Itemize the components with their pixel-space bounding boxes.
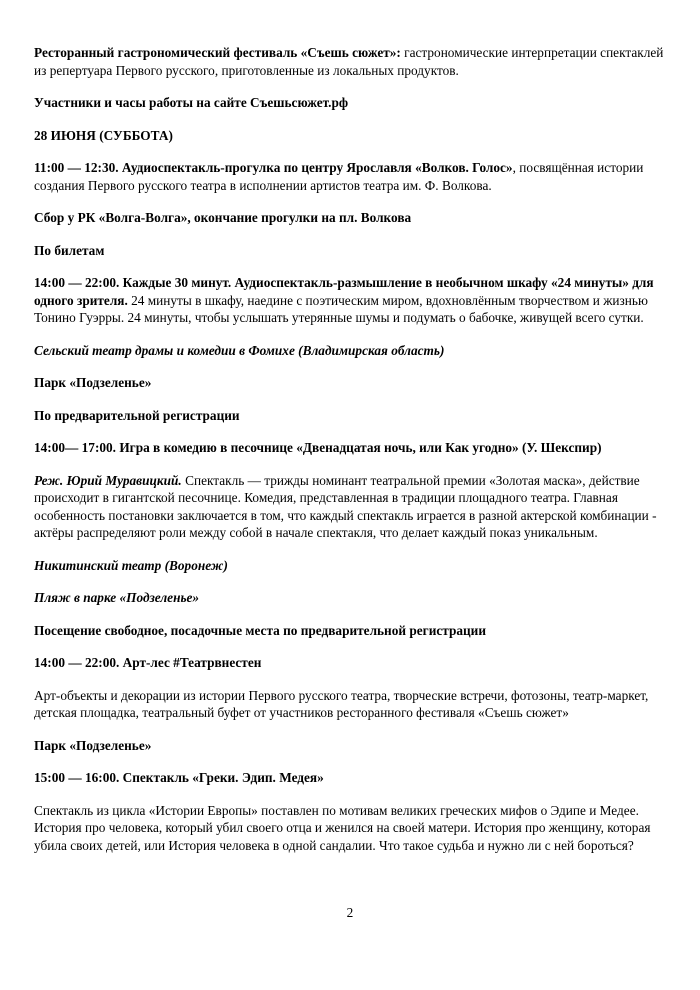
fomikha-theatre-line: Сельский театр драмы и комедии в Фомихе (Владимирская область) — [34, 342, 445, 358]
page-number: 2 — [346, 905, 354, 920]
audio-walk-paragraph — [34, 159, 670, 194]
beach-line: Пляж в парке «Подзеленье» — [34, 590, 200, 605]
sandbox-text: Спектакль — трижды номинант театральной премии «Золотая маска», действие происходит в гигантской песочнице. Комедия, представленная в традиции площадного театра. Главная особенность постановки заключается в том, что каждый спектакль играется в разной актерской комбинации - актёры распределяют роли между собой в начале спектакля, что делает каждый показ уникальным. — [34, 472, 657, 540]
document-page — [34, 44, 670, 869]
sandbox-director: Реж. Юрий Муравицкий. — [34, 472, 182, 488]
date-heading: 28 ИЮНЯ (СУББОТА) — [34, 127, 173, 143]
gathering-line: Сбор у РК «Волга-Волга», окончание прогулки на пл. Волкова — [34, 210, 412, 225]
wardrobe-paragraph — [34, 274, 670, 327]
tickets-line: По билетам — [34, 242, 105, 258]
greeks-title: 15:00 — 16:00. Спектакль «Греки. Эдип. Медея» — [34, 770, 324, 785]
intro-paragraph — [34, 44, 670, 79]
park-line-2: Парк «Подзеленье» — [34, 737, 152, 753]
greeks-text: Спектакль из цикла «Истории Европы» поставлен по мотивам великих греческих мифов о Эдипе и Медее. История про человека, который убил своего отца и женился на своей матери. История про женщину, которая убила своих детей, или История человека в одной сандалии. Что такое судьба и нужно ли с ней бороться? — [34, 802, 651, 853]
registration-line: По предварительной регистрации — [34, 407, 240, 423]
audio-walk-title: 11:00 — 12:30. Аудиоспектакль-прогулка по центру Ярославля «Волков. Голос» — [34, 160, 513, 175]
wardrobe-text: 24 минуты в шкафу, наедине с поэтическим миром, вдохновлённым творчеством и жизнью Тонино Гуэрры. 24 минуты, чтобы услышать утерянные шумы и подумать о бабочке, живущей всего сутки. — [34, 292, 648, 325]
sandbox-paragraph — [34, 472, 670, 542]
participants-line: Участники и часы работы на сайте Съешьсюжет.рф — [34, 95, 349, 110]
park-line-1: Парк «Подзеленье» — [34, 375, 152, 390]
nikitinsky-line: Никитинский театр (Воронеж) — [34, 557, 228, 573]
wardrobe-title: 14:00 — 22:00. Каждые 30 минут. Аудиоспектакль-размышление в необычном шкафу «24 минуты» для одного зрителя. — [34, 275, 654, 308]
free-visit-line: Посещение свободное, посадочные места по предварительной регистрации — [34, 622, 486, 638]
festival-title: Ресторанный гастрономический фестиваль «Съешь сюжет»: — [34, 45, 401, 60]
art-forest-title: 14:00 — 22:00. Арт-лес #Театрвнестен — [34, 655, 262, 670]
sandbox-title: 14:00— 17:00. Игра в комедию в песочнице «Двенадцатая ночь, или Как угодно» (У. Шекспир) — [34, 440, 602, 455]
festival-description: гастрономические интерпретации спектаклей из репертуара Первого русского, приготовленные из локальных продуктов. — [34, 45, 664, 78]
audio-walk-text: , посвящённая истории создания Первого русского театра в исполнении артистов театра им. Ф. Волкова. — [34, 160, 644, 193]
art-forest-text: Арт-объекты и декорации из истории Первого русского театра, творческие встречи, фотозоны, театр-маркет, детская площадка, театральный буфет от участников ресторанного фестиваля «Съешь сюжет» — [34, 687, 649, 720]
